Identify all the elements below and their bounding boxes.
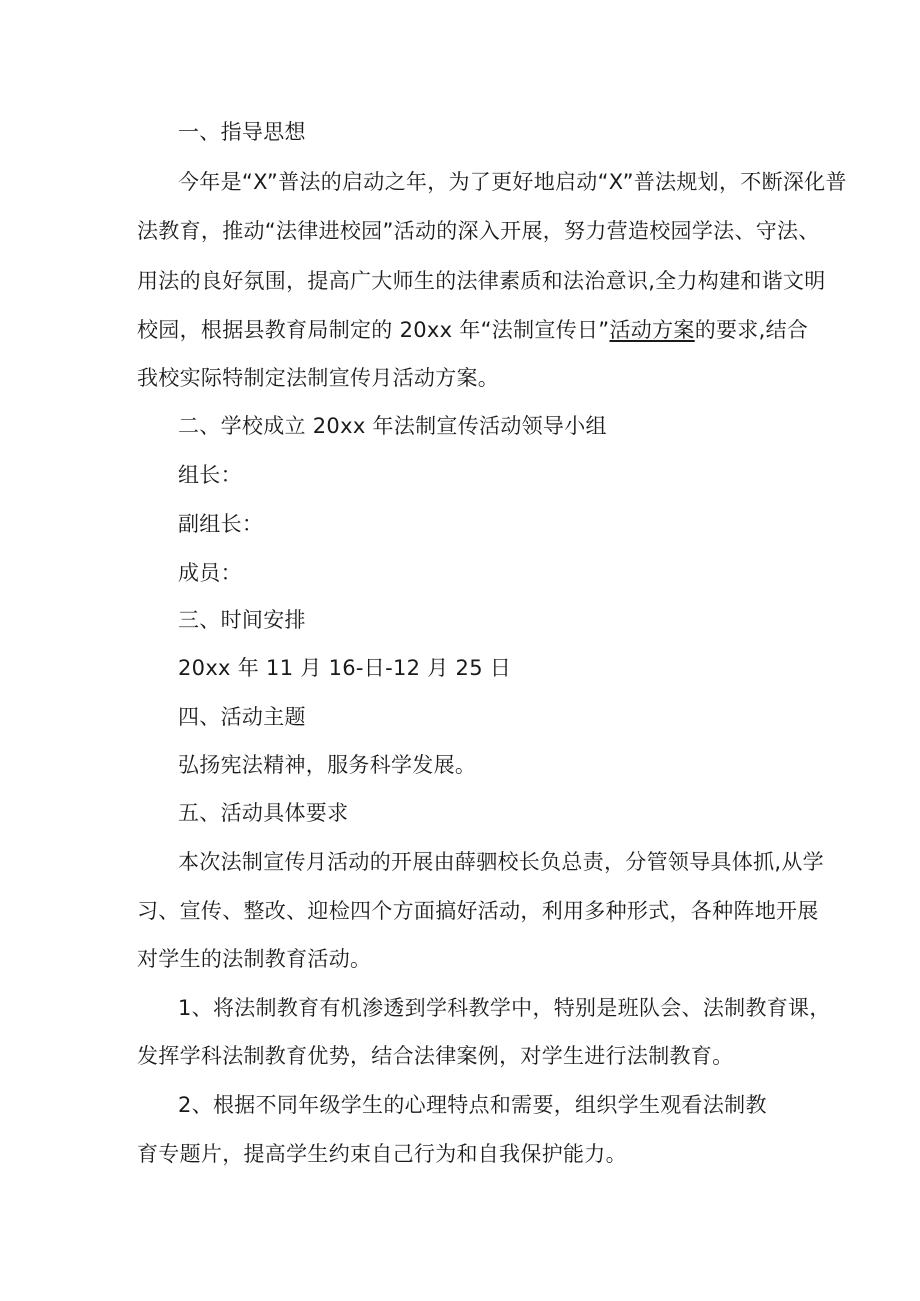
theme-text: 弘扬宪法精神，服务科学发展。	[178, 753, 477, 777]
para1-line4-text: 校园，根据县教育局制定的 20xx 年“法制宣传日”	[137, 318, 610, 342]
item2-line2: 育专题片，提高学生约束自己行为和自我保护能力。	[137, 1142, 627, 1166]
para1-line5: 我校实际特制定法制宣传月活动方案。	[137, 366, 500, 390]
schedule-dates: 20xx 年 11 月 16-日-12 月 25 日	[178, 656, 512, 680]
heading-theme: 四、活动主题	[178, 705, 306, 729]
heading-requirements: 五、活动具体要求	[178, 801, 349, 825]
heading-guiding-thought: 一、指导思想	[178, 120, 306, 144]
item2-line1: 2、根据不同年级学生的心理特点和需要，组织学生观看法制教	[178, 1093, 767, 1117]
leader-label: 组长：	[178, 463, 242, 487]
para1-line1: 今年是“X”普法的启动之年，为了更好地启动“X”普法规划，不断深化普	[178, 170, 847, 194]
para1-line2: 法教育，推动“法律进校园”活动的深入开展，努力营造校园学法、守法、	[137, 219, 820, 243]
para5-line1: 本次法制宣传月活动的开展由薛驷校长负总责，分管领导具体抓,从学	[178, 850, 824, 874]
item1-line2: 发挥学科法制教育优势，结合法律案例，对学生进行法制教育。	[137, 1044, 734, 1068]
heading-leadership-group: 二、学校成立 20xx 年法制宣传活动领导小组	[178, 414, 607, 438]
item1-line1: 1、将法制教育有机渗透到学科教学中，特别是班队会、法制教育课，	[178, 996, 831, 1020]
para5-line2: 习、宣传、整改、迎检四个方面搞好活动，利用多种形式，各种阵地开展	[137, 899, 819, 923]
para5-line3: 对学生的法制教育活动。	[137, 947, 372, 971]
members-label: 成员：	[178, 561, 242, 585]
deputy-leader-label: 副组长：	[178, 512, 264, 536]
para1-line3: 用法的良好氛围，提高广大师生的法律素质和法治意识,全力构建和谐文明	[137, 269, 826, 293]
para1-line4-tail: 的要求,结合	[694, 318, 809, 342]
activity-plan-link[interactable]: 活动方案	[609, 318, 695, 342]
para1-line4	[137, 316, 808, 344]
heading-schedule: 三、时间安排	[178, 608, 306, 632]
